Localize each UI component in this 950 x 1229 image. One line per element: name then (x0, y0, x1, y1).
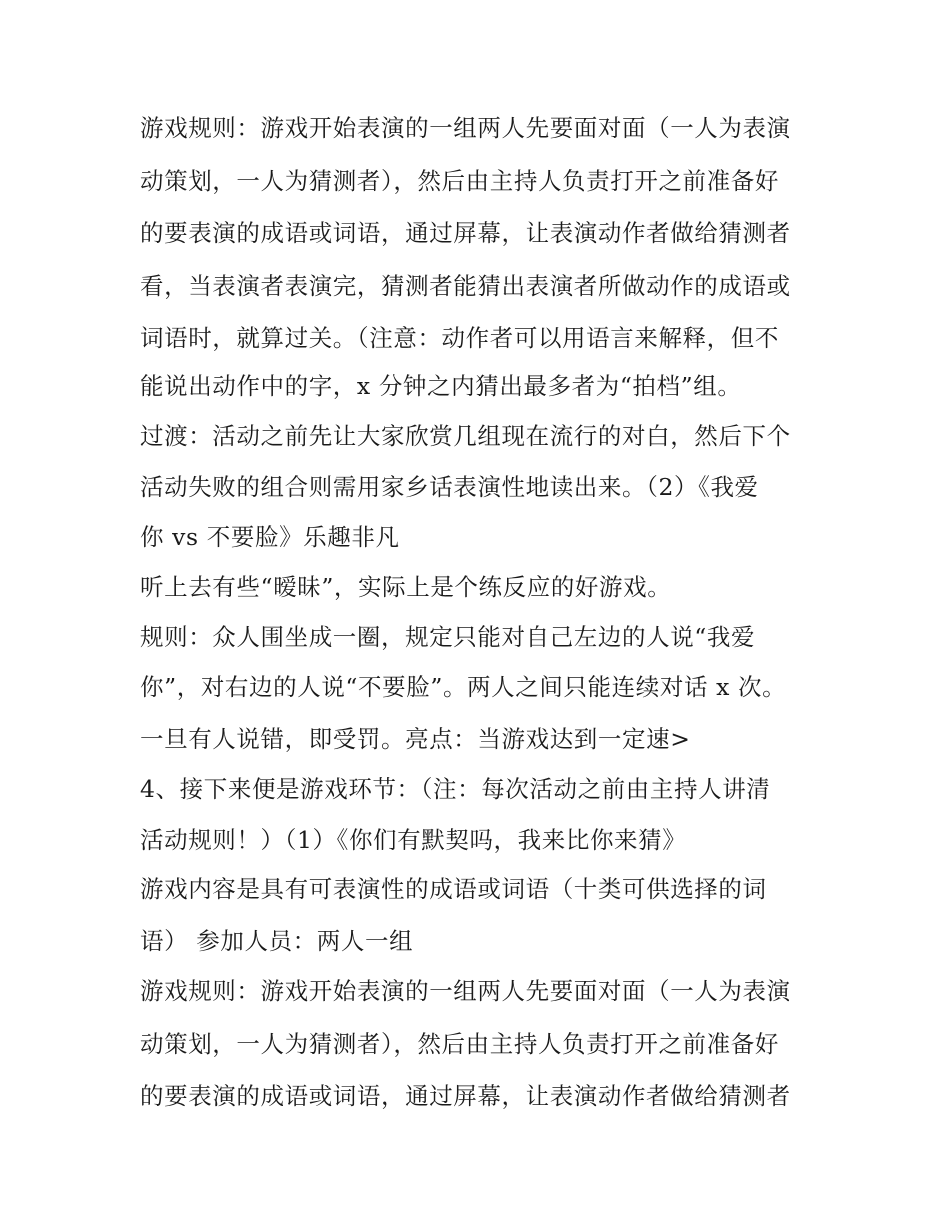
text-line-9: 你 vs 不要脸》乐趣非凡 (140, 523, 400, 551)
text-line-1: 游戏规则：游戏开始表演的一组两人先要面对面（一人为表演 (140, 114, 791, 142)
text-line-20: 的要表演的成语或词语，通过屏幕，让表演动作者做给猜测者 (140, 1082, 791, 1110)
text-line-7: 过渡：活动之前先让大家欣赏几组现在流行的对白，然后下个 (140, 422, 791, 450)
text-line-12: 你”，对右边的人说“不要脸”。两人之间只能连续对话 x 次。 (140, 673, 787, 701)
text-line-10: 听上去有些“暧昧”，实际上是个练反应的好游戏。 (140, 573, 672, 601)
text-line-8: 活动失败的组合则需用家乡话表演性地读出来。（2）《我爱 (140, 473, 759, 501)
text-line-2: 动策划，一人为猜测者），然后由主持人负责打开之前准备好 (140, 167, 779, 195)
text-line-15: 活动规则！）（1）《你们有默契吗，我来比你来猜》 (140, 826, 687, 854)
text-line-16: 游戏内容是具有可表演性的成语或词语（十类可供选择的词 (140, 875, 767, 903)
text-line-11: 规则：众人围坐成一圈，规定只能对自己左边的人说“我爱 (140, 623, 756, 651)
text-line-18: 游戏规则：游戏开始表演的一组两人先要面对面（一人为表演 (140, 977, 791, 1005)
text-line-6: 能说出动作中的字，x 分钟之内猜出最多者为“拍档”组。 (140, 372, 742, 400)
text-line-13: 一旦有人说错，即受罚。亮点：当游戏达到一定速> (140, 725, 691, 753)
text-line-17: 语） 参加人员：两人一组 (140, 927, 414, 955)
text-line-3: 的要表演的成语或词语，通过屏幕，让表演动作者做给猜测者 (140, 219, 791, 247)
text-line-5: 词语时，就算过关。（注意：动作者可以用语言来解释，但不 (140, 324, 779, 352)
text-line-19: 动策划，一人为猜测者），然后由主持人负责打开之前准备好 (140, 1030, 779, 1058)
text-line-4: 看，当表演者表演完，猜测者能猜出表演者所做动作的成语或 (140, 272, 791, 300)
text-line-14: 4、接下来便是游戏环节：（注：每次活动之前由主持人讲清 (140, 775, 771, 803)
